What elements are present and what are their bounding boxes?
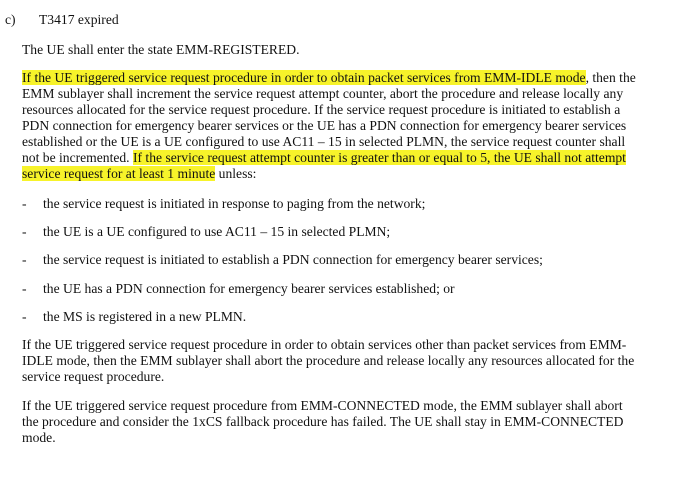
para1-line6: [22, 150, 626, 166]
para1-line3: resources allocated for the service request procedure. If the service request procedure is initiated to establish a: [22, 102, 621, 117]
para1-line7-rest: unless:: [215, 166, 257, 181]
list-item: the service request is initiated to establish a PDN connection for emergency bearer services;: [43, 252, 543, 267]
para3-line2: the procedure and consider the 1xCS fallback procedure has failed. The UE shall stay in EMM-CONNECTED: [22, 414, 624, 429]
para1-line6-pre: not be incremented.: [22, 150, 133, 165]
highlight-2: If the service request attempt counter is greater than or equal to 5, the UE shall not attempt: [132, 150, 626, 165]
para1-line7: [22, 166, 256, 182]
list-item: the UE is a UE configured to use AC11 – 15 in selected PLMN;: [43, 224, 391, 239]
para2-line3: service request procedure.: [22, 369, 165, 384]
bullet-dash: -: [22, 196, 27, 211]
para3-line1: If the UE triggered service request procedure from EMM-CONNECTED mode, the EMM sublayer shall abort: [22, 398, 623, 413]
para3-line3: mode.: [22, 430, 56, 445]
clause-title: T3417 expired: [39, 12, 119, 27]
para1-line5: established or the UE is a UE configured to use AC11 – 15 in selected PLMN, the service request counter shall: [22, 134, 626, 149]
highlight-3: service request for at least 1 minute: [22, 166, 216, 181]
para1-line1-rest: , then the: [585, 70, 636, 85]
para1-line4: PDN connection for emergency bearer services or the UE has a PDN connection for emergency bearer services: [22, 118, 627, 133]
bullet-dash: -: [22, 309, 27, 324]
list-item: the MS is registered in a new PLMN.: [43, 309, 247, 324]
clause-label: c): [5, 12, 16, 27]
bullet-dash: -: [22, 252, 27, 267]
para1-line1: [22, 70, 636, 86]
list-item: the UE has a PDN connection for emergency bearer services established; or: [43, 281, 455, 296]
bullet-dash: -: [22, 281, 27, 296]
para2-line1: If the UE triggered service request procedure in order to obtain services other than packet services from EMM-: [22, 337, 627, 352]
intro-sentence: The UE shall enter the state EMM-REGISTERED.: [22, 42, 300, 57]
highlight-1: If the UE triggered service request procedure in order to obtain packet services from EMM-IDLE mode: [22, 70, 586, 85]
para2-line2: IDLE mode, then the EMM sublayer shall abort the procedure and release locally any resources allocated for the: [22, 353, 635, 368]
list-item: the service request is initiated in response to paging from the network;: [43, 196, 426, 211]
para1-line2: EMM sublayer shall increment the service request attempt counter, abort the procedure and release locally any: [22, 86, 624, 101]
bullet-dash: -: [22, 224, 27, 239]
